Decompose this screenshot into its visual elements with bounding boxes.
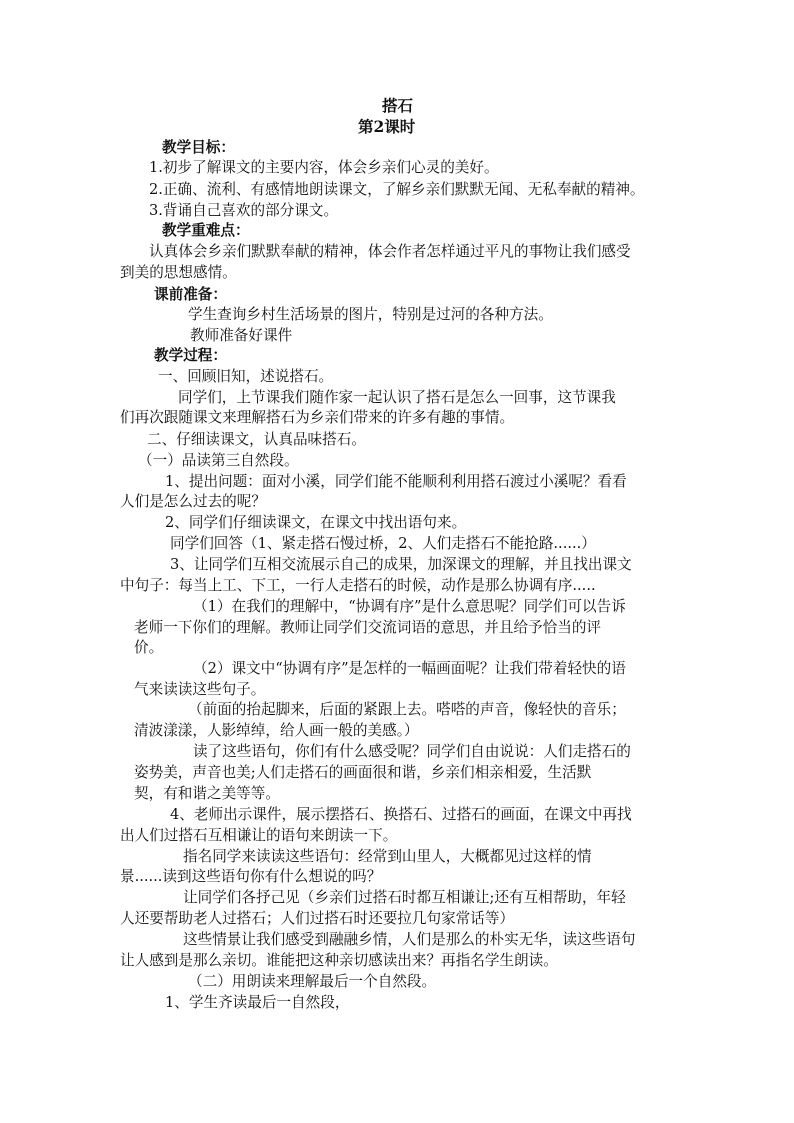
- text-line: 到美的思想感情。: [120, 264, 237, 281]
- text-line: 1.初步了解课文的主要内容，体会乡亲们心灵的美好。: [149, 159, 499, 176]
- text-line: （2）课文中“协调有序”是怎样的一幅画面呢？让我们带着轻快的语: [193, 660, 626, 677]
- text-line: 二、仔细读课文，认真品味搭石。: [147, 431, 366, 448]
- text-line: 指名同学来读读这些语句：经常到山里人，大概都见过这样的情: [183, 848, 592, 865]
- text-line: 3.背诵自己喜欢的部分课文。: [149, 202, 339, 219]
- text-line: （一）品读第三自然段。: [138, 452, 299, 469]
- text-line: 让人感到是那么亲切。谁能把这种亲切感读出来？再指名学生朗读。: [120, 952, 558, 969]
- text-line: 认真体会乡亲们默默奉献的精神，体会作者怎样通过平凡的事物让我们感受: [149, 243, 631, 260]
- text-line: 中句子：每当上工、下工，一行人走搭石的时候，动作是那么协调有序.....: [120, 577, 596, 594]
- text-line: 一、回顾旧知，述说搭石。: [158, 368, 334, 385]
- text-line: （1）在我们的理解中，“协调有序”是什么意思呢？同学们可以告诉: [193, 598, 626, 615]
- text-line: 老师一下你们的理解。教师让同学们交流词语的意思，并且给予恰当的评: [134, 619, 602, 636]
- section-heading: 教学目标：: [162, 139, 235, 156]
- text-line: 姿势美，声音也美;人们走搭石的画面很和谐，乡亲们相亲相爱，生活默: [134, 764, 592, 781]
- text-line: 们再次跟随课文来理解搭石为乡亲们带来的许多有趣的事情。: [120, 409, 515, 426]
- text-line: 学生查询乡村生活场景的图片，特别是过河的各种方法。: [188, 306, 553, 323]
- text-line: 4、老师出示课件，展示摆搭石、换搭石、过搭石的画面，在课文中再找: [170, 806, 632, 823]
- doc-subtitle: 第2课时: [358, 117, 416, 136]
- text-line: 同学们回答（1、紧走搭石慢过桥，2、人们走搭石不能抢路......）: [170, 535, 596, 552]
- text-line: （前面的抬起脚来，后面的紧跟上去。嗒嗒的声音，像轻快的音乐；: [188, 701, 626, 718]
- text-line: 契，有和谐之美等等。: [134, 785, 280, 802]
- text-line: 3、让同学们互相交流展示自己的成果，加深课文的理解，并且找出课文: [170, 556, 632, 573]
- text-line: 同学们，上节课我们随作家一起认识了搭石是怎么一回事，这节课我: [178, 389, 616, 406]
- text-line: 人还要帮助老人过搭石；人们过搭石时还要拉几句家常话等）: [120, 910, 515, 927]
- text-line: 出人们过搭石互相谦让的语句来朗读一下。: [120, 827, 398, 844]
- text-line: 清波漾漾，人影绰绰，给人画一般的美感。）: [134, 722, 419, 739]
- text-line: 1、提出问题：面对小溪，同学们能不能顺利利用搭石渡过小溪呢？看看: [165, 473, 627, 490]
- text-line: 景......读到这些语句你有什么想说的吗？: [120, 868, 382, 885]
- text-line: 读了这些语句，你们有什么感受呢？同学们自由说说：人们走搭石的: [193, 743, 631, 760]
- text-line: 2.正确、流利、有感情地朗读课文，了解乡亲们默默无闻、无私奉献的精神。: [149, 181, 645, 198]
- doc-title: 搭石: [382, 96, 414, 115]
- text-line: 2、同学们仔细读课文，在课文中找出语句来。: [165, 514, 467, 531]
- text-line: 这些情景让我们感受到融融乡情，人们是那么的朴实无华，读这些语句: [183, 931, 636, 948]
- section-heading: 课前准备：: [154, 286, 227, 303]
- text-line: 让同学们各抒己见（乡亲们过搭石时都互相谦让;还有互相帮助，年轻: [183, 889, 626, 906]
- text-line: 1、学生齐读最后一自然段，: [165, 994, 350, 1011]
- text-line: 价。: [134, 639, 164, 656]
- text-line: 人们是怎么过去的呢？: [120, 493, 266, 510]
- text-line: 气来读读这些句子。: [134, 681, 266, 698]
- text-line: （二）用朗读来理解最后一个自然段。: [188, 973, 437, 990]
- text-line: 教师准备好课件: [190, 327, 293, 344]
- section-heading: 教学过程：: [154, 347, 227, 364]
- section-heading: 教学重难点：: [162, 222, 250, 239]
